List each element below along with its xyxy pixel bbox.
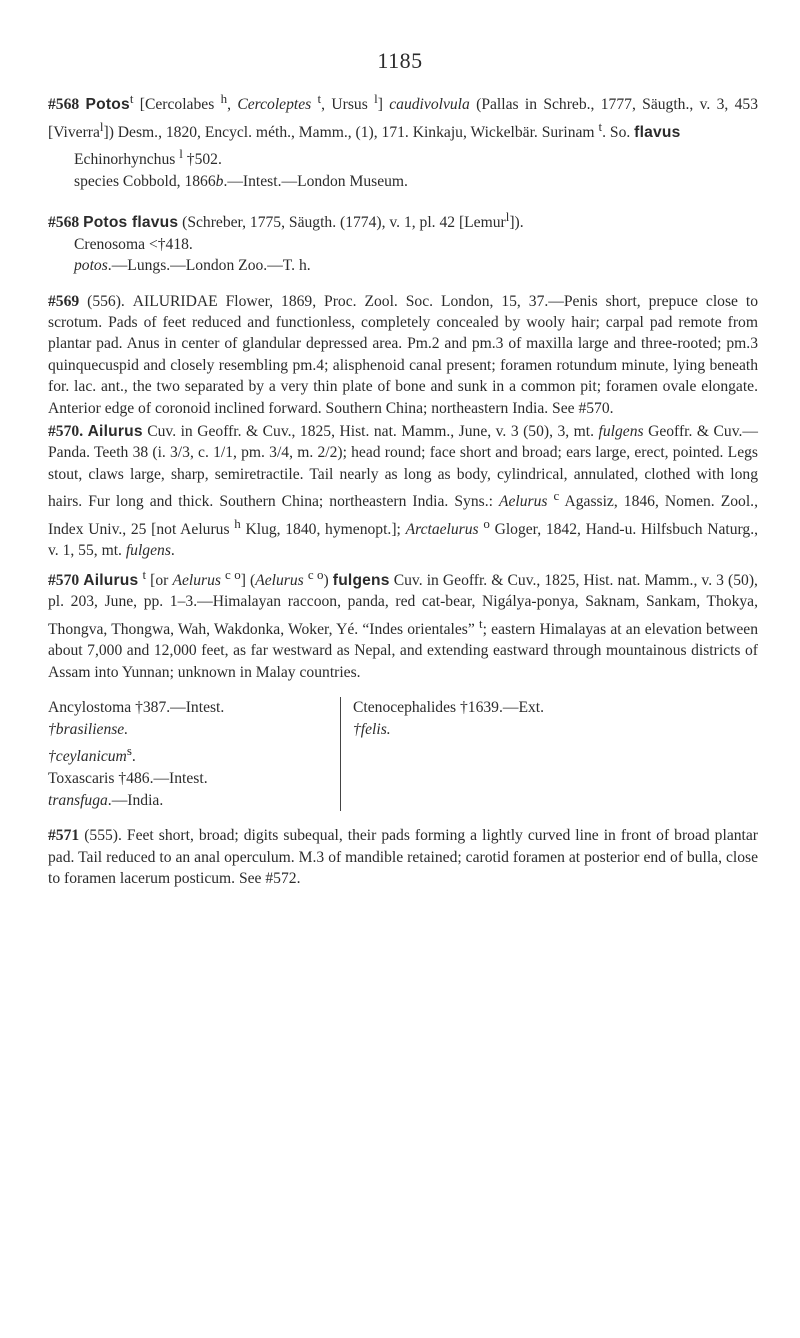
species-name: potos [74, 257, 108, 275]
parasite-genus: Ancylostoma [48, 699, 132, 717]
text: †502. [186, 151, 222, 169]
entry-571 [48, 825, 758, 889]
entry-id: #570. [48, 423, 84, 441]
entry-568-potos: #568 Potos$^t$ [Cercolabes $^h$, Cercoleptes $^t$, Ursus $^l$] caudivolvula (Pallas in Schreb., 1777, Säugth., v. 3, 453 [Viverra$^l$]) Desm., 1820, Encycl. méth., Mamm., (1), 171. Kinkaju, Wickelbär. Surinam $^t$. So. flavus [48, 91, 758, 141]
text: Flower, 1869, Proc. Zool. Soc. London, 15, 37.—Penis short, prepuce close to scrotum. Pads of feet reduced and functionless, completely concealed by wooly hair; carpal pad remote from plantar pad. Anus in center of glandular depressed area. Pm.2 and pm.3 of maxilla large and three-rooted; pm.3 quinquecuspid and closely resembling pm.4; alisphenoid canal present; foramen rotundum minute, lying beneath for. lac. ant., the two separated by a very thin plate of bone and sunk in a common pit; foramen ovale elongate. Anterior edge of coronoid inclined forward. Southern China; northeastern India. See #570. [48, 292, 759, 417]
parasite-species [48, 719, 330, 741]
species-name: †brasiliense. [48, 720, 129, 738]
superscript: t [317, 91, 322, 106]
species-name: †ceylanicum [48, 748, 127, 766]
parasite-species [353, 719, 544, 741]
superscript: l [99, 118, 104, 134]
parasite-entry [353, 697, 544, 719]
text: b [215, 172, 224, 190]
genus-name: Ailurus [87, 423, 143, 441]
parasite-entry [48, 234, 758, 255]
text: ( [250, 572, 256, 590]
entry-568-potos-flavus [48, 206, 758, 234]
superscript: o [483, 515, 490, 531]
parasite-entry [48, 697, 330, 719]
entry-570-ailurus-fulgens [48, 564, 758, 683]
synonym: Cercoleptes [237, 96, 312, 114]
superscript: t [142, 566, 147, 582]
synonym: Ursus [331, 96, 368, 114]
synonym: Aelurus [498, 493, 548, 511]
entry-id: #568 [48, 214, 80, 232]
text: Gloger, 1842, Hand-u. Hilfsbuch Naturg., v. 1, 55, mt. [48, 521, 759, 560]
species-name: flavus [634, 123, 681, 141]
text: (555). [84, 827, 122, 845]
entry-id: #568 [48, 96, 80, 114]
parasite-columns [48, 697, 758, 811]
superscript: t [129, 91, 134, 106]
superscript: t [479, 615, 483, 631]
text: (556). [87, 292, 125, 310]
text: ]) Desm., 1820, Encycl. méth., Mamm., (1), 171. Kinkaju, Wickelbär. Surinam [103, 123, 595, 141]
superscript: l [179, 146, 183, 162]
superscript: c [553, 488, 560, 504]
family-name: AILURIDAE [132, 292, 218, 310]
text: ; eastern Himalayas at an elevation between about 7,000 and 12,000 feet, as far westward as Nepal, and extending eastward through mountainous districts of Assam into Yunnan; unknown in Malay countries. [48, 621, 759, 681]
text: [Cercolabes [139, 96, 215, 114]
species-name: fulgens [125, 542, 171, 560]
parasite-column-right [341, 697, 544, 811]
superscript: s [126, 743, 132, 759]
text: [or [150, 572, 169, 590]
entry-569-ailuridae [48, 291, 758, 419]
entry-id: #571 [48, 827, 80, 845]
parasite-genus: Ctenocephalides [353, 699, 457, 717]
superscript: h [234, 515, 241, 531]
superscript: t [598, 118, 603, 134]
superscript: c o [307, 566, 324, 582]
entry-570-ailurus [48, 421, 758, 562]
synonym: Aelurus [172, 572, 221, 590]
text: .—Lungs.—London Zoo.—T. h. [107, 257, 311, 275]
genus-name: Ailurus [83, 572, 139, 590]
parasite-species [48, 740, 330, 768]
text: †486.—Intest. [118, 770, 208, 788]
synonym: Arctaelurus [405, 521, 479, 539]
superscript: h [220, 91, 228, 106]
text: (Pallas in Schreb., 1777, Säugth., v. 3, 453 [Viverra [48, 96, 758, 141]
entry-id: #569 [48, 292, 80, 310]
parasite-genus: Crenosoma [74, 235, 146, 253]
text: Cuv. in Geoffr. & Cuv., 1825, Hist. nat. Mamm., v. 3 (50), pl. 203, June, pp. 1–3.—Himalayan raccoon, panda, red cat-bear, Nigálya-ponya, Saknam, Sankam, Thokya, Thongva, Thongwa, Wah, Wakdonka, Woker, Yé. “Indes orientales” [48, 572, 758, 639]
parasite-genus: Echinorhynchus [74, 151, 176, 169]
parasite-detail [48, 255, 758, 276]
text: .—Intest.—London Museum. [223, 172, 408, 190]
text: ) [323, 572, 329, 590]
parasite-column-left [48, 697, 341, 811]
parasite-species [48, 790, 330, 812]
text: . [131, 748, 136, 766]
text: species Cobbold, 1866 [74, 172, 216, 190]
text: <†418. [148, 235, 193, 253]
text: †387.—Intest. [135, 699, 225, 717]
species-name: fulgens [332, 572, 390, 590]
parasite-detail [48, 171, 758, 192]
text: . So. [602, 123, 631, 141]
species-name: caudivolvula [389, 96, 470, 114]
text: ]). [509, 214, 524, 232]
text: Agassiz, 1846, Nomen. Zool., Index Univ., 25 [not Aelurus [48, 493, 758, 539]
parasite-entry [48, 143, 758, 171]
text: Klug, 1840, hymenopt.]; [245, 521, 401, 539]
species-name: †felis. [353, 720, 391, 738]
superscript: l [374, 91, 378, 106]
parasite-genus: Toxascaris [48, 770, 115, 788]
genus-name: Potos [85, 96, 130, 114]
text: . [170, 542, 175, 560]
species-title: Potos flavus [83, 214, 179, 232]
species-name: transfuga [48, 791, 108, 809]
page-body [48, 88, 758, 890]
species-name: fulgens [598, 423, 644, 441]
text: ] [240, 572, 246, 590]
synonym: Aelurus [255, 572, 304, 590]
superscript: l [505, 209, 510, 225]
superscript: c o [225, 566, 241, 582]
entry-id: #570 [48, 572, 80, 590]
text: (Schreber, 1775, Säugth. (1774), v. 1, pl. 42 [Lemur [182, 214, 506, 232]
text: Geoffr. & Cuv.—Panda. Teeth 38 (i. 3/3, c. 1/1, pm. 3/4, m. 2/2); head round; face short and broad; ears large, erect, pointed. Legs stout, claws large, sharp, semiretractile. Tail nearly as long as body, cylindrical, annulated, clothed with long hairs. Fur long and thick. Southern China; northeastern India. Syns.: [48, 423, 758, 511]
text: .—India. [107, 791, 164, 809]
text: Cuv. in Geoffr. & Cuv., 1825, Hist. nat. Mamm., June, v. 3 (50), 3, mt. [147, 423, 595, 441]
text: Feet short, broad; digits subequal, their pads forming a lightly curved line in front of broad plantar pad. Tail reduced to an anal operculum. M.3 of mandible retained; carotid foramen at posterior end of bulla, close to foramen lacerum posticum. See #572. [48, 827, 758, 888]
page-number: 1185 [377, 48, 423, 73]
parasite-entry [48, 768, 330, 790]
text: †1639.—Ext. [459, 699, 544, 717]
